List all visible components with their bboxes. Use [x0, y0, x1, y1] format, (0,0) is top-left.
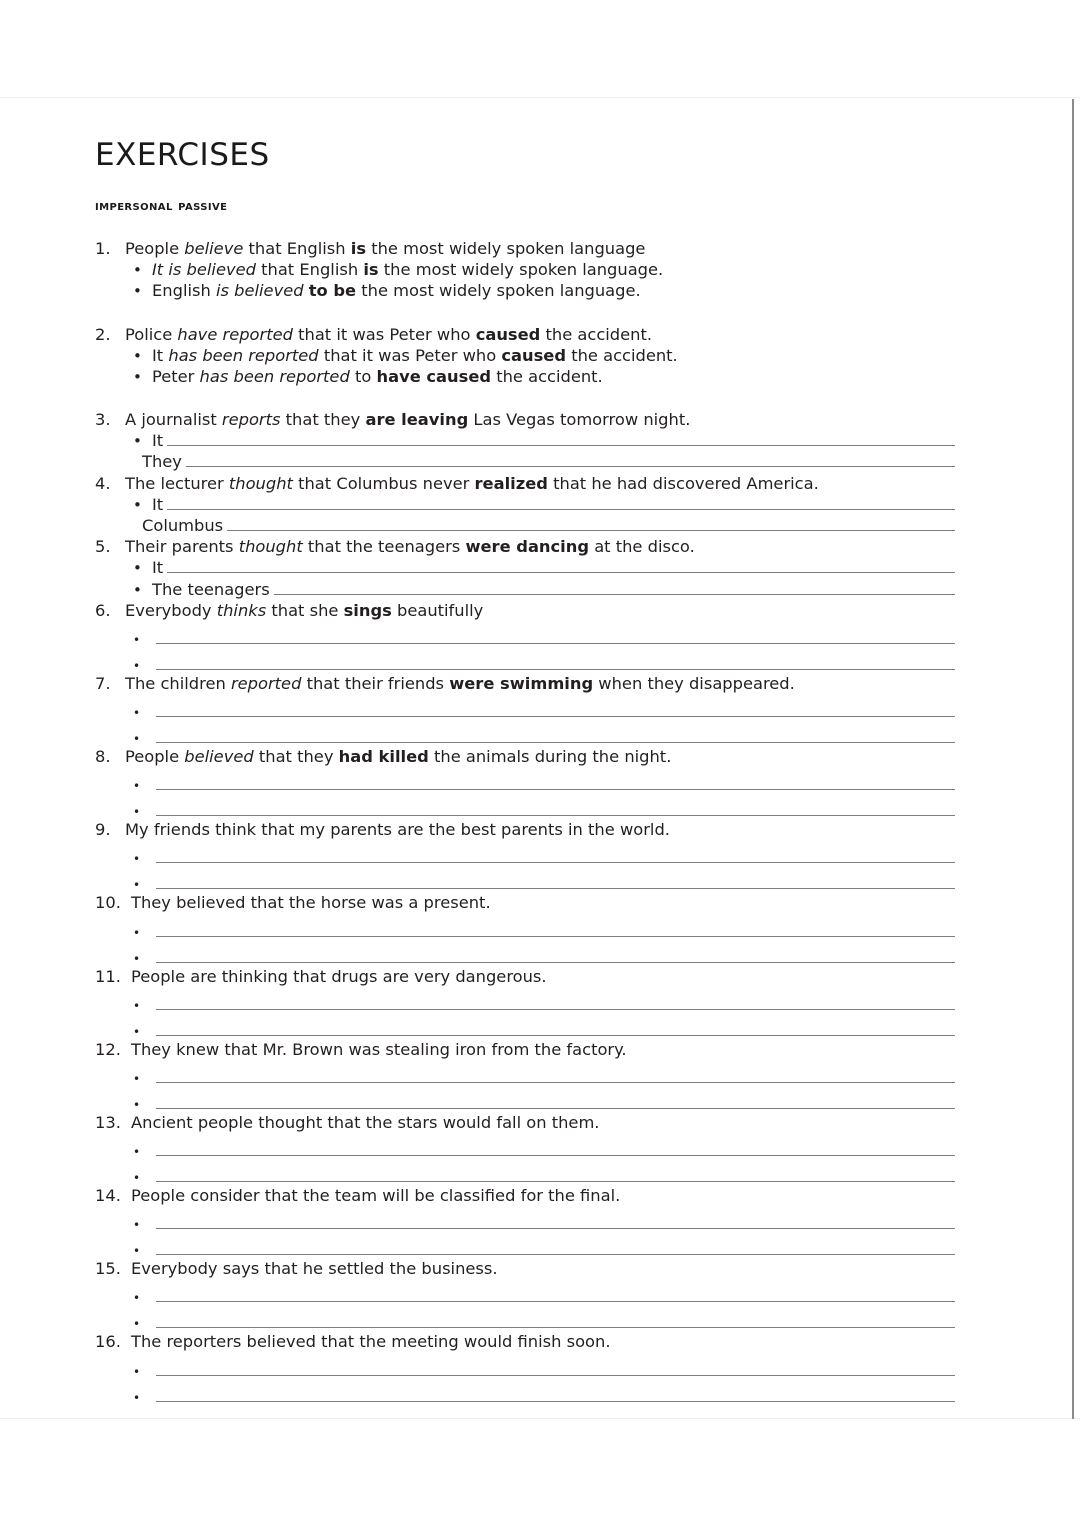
exercise-item: [95, 1039, 955, 1112]
answer-blank-row[interactable]: [95, 634, 955, 647]
bullet-icon: •: [133, 1024, 141, 1039]
answer-blank-row[interactable]: [95, 430, 955, 451]
page-right-edge: [1072, 99, 1074, 1419]
spacer: [95, 694, 955, 707]
exercise-stem: [95, 892, 955, 913]
answer-write-line[interactable]: [156, 1375, 955, 1376]
answer-text: Peter has been reported to have caused the accident.: [152, 366, 603, 386]
answer-blank-row[interactable]: [95, 733, 955, 746]
answer-blank-row[interactable]: [95, 1245, 955, 1258]
exercise-number: 9.: [95, 820, 111, 840]
answer-text: The teenagers: [152, 579, 270, 599]
bullet-icon: •: [133, 1390, 141, 1405]
spacer: [95, 793, 955, 806]
answer-list: [95, 1206, 955, 1258]
answer-list: [95, 621, 955, 673]
answer-blank-row[interactable]: [95, 1000, 955, 1013]
answer-text: It is believed that English is the most widely spoken language.: [152, 260, 664, 280]
bullet-icon: •: [133, 998, 141, 1013]
bullet-icon: •: [133, 346, 142, 365]
exercise-number: 5.: [95, 537, 111, 557]
exercise-item: [95, 238, 955, 302]
answer-write-line[interactable]: [156, 1301, 955, 1302]
page-top-divider: [0, 97, 1080, 98]
exercise-stem-text: People are thinking that drugs are very dangerous.: [131, 966, 547, 986]
answer-list: [95, 345, 955, 387]
bullet-icon: •: [133, 367, 142, 386]
exercise-item: [95, 536, 955, 600]
answer-row: [95, 259, 955, 280]
exercise-number: 16.: [95, 1332, 121, 1352]
answer-text: It: [152, 558, 164, 578]
spacer: [95, 1206, 955, 1219]
exercise-stem: [95, 673, 955, 694]
spacer: [95, 914, 955, 927]
answer-text: It: [152, 431, 164, 451]
exercise-item: [95, 1112, 955, 1185]
exercise-stem-text: The children reported that their friends were swimming when they disappeared.: [125, 673, 795, 693]
exercise-stem: [95, 1331, 955, 1352]
exercise-stem: [95, 746, 955, 767]
exercise-item: [95, 1331, 955, 1404]
exercise-item: [95, 673, 955, 746]
bullet-icon: •: [133, 1218, 141, 1233]
answer-write-line[interactable]: [156, 1181, 955, 1182]
exercise-stem-text: The reporters believed that the meeting would finish soon.: [131, 1332, 611, 1352]
spacer: [95, 1279, 955, 1292]
spacer: [95, 387, 955, 409]
exercise-stem-text: Their parents thought that the teenagers were dancing at the disco.: [125, 537, 695, 557]
document-body: [95, 138, 955, 1405]
answer-write-line[interactable]: [156, 1035, 955, 1036]
answer-write-line[interactable]: [167, 509, 955, 510]
answer-row: [95, 345, 955, 366]
answer-list: [95, 840, 955, 892]
answer-list: [95, 914, 955, 966]
answer-text: It: [152, 494, 164, 514]
exercise-stem-text: They knew that Mr. Brown was stealing iron from the factory.: [131, 1039, 627, 1059]
bullet-icon: •: [133, 282, 142, 301]
exercise-stem: [95, 536, 955, 557]
answer-row: [95, 366, 955, 387]
spacer: [95, 840, 955, 853]
exercise-item: [95, 600, 955, 673]
bullet-icon: •: [133, 852, 141, 867]
exercise-number: 3.: [95, 410, 111, 430]
exercise-stem-text: They believed that the horse was a present.: [131, 893, 491, 913]
answer-blank-row[interactable]: [95, 494, 955, 515]
exercise-stem-text: A journalist reports that they are leaving Las Vegas tomorrow night.: [125, 410, 691, 430]
answer-list: [95, 694, 955, 746]
bullet-icon: •: [133, 732, 141, 747]
answer-blank-row[interactable]: [95, 1366, 955, 1379]
spacer: [95, 866, 955, 879]
exercise-number: 11.: [95, 966, 121, 986]
bullet-icon: •: [133, 779, 141, 794]
answer-list: [95, 987, 955, 1039]
exercise-stem: [95, 1258, 955, 1279]
section-subtitle: impersonal passive: [95, 198, 228, 215]
exercise-number: 1.: [95, 239, 111, 259]
answer-write-line[interactable]: [156, 742, 955, 743]
answer-write-line[interactable]: [156, 1082, 955, 1083]
spacer: [95, 720, 955, 733]
spacer: [95, 1232, 955, 1245]
answer-list: [95, 1133, 955, 1185]
answer-write-line[interactable]: [156, 1401, 955, 1402]
bullet-icon: •: [133, 1364, 141, 1379]
bullet-icon: •: [133, 925, 141, 940]
exercise-item: [95, 1185, 955, 1258]
bullet-icon: •: [133, 1317, 141, 1332]
exercise-item: [95, 409, 955, 473]
answer-text: It has been reported that it was Peter who caused the accident.: [152, 345, 678, 365]
spacer: [95, 1159, 955, 1172]
answer-write-line[interactable]: [156, 716, 955, 717]
answer-write-line[interactable]: [156, 888, 955, 889]
exercise-item: [95, 473, 955, 537]
answer-blank-row[interactable]: [95, 660, 955, 673]
answer-list: [95, 557, 955, 599]
answer-blank-row[interactable]: [95, 1026, 955, 1039]
bullet-icon: •: [133, 632, 141, 647]
bullet-icon: •: [133, 706, 141, 721]
bullet-icon: •: [133, 261, 142, 280]
spacer: [95, 1133, 955, 1146]
answer-text: They: [142, 452, 182, 472]
answer-blank-row[interactable]: [95, 1292, 955, 1305]
exercise-number: 14.: [95, 1186, 121, 1206]
exercise-number: 15.: [95, 1259, 121, 1279]
exercise-item: [95, 892, 955, 965]
spacer: [95, 940, 955, 953]
exercise-item: [95, 966, 955, 1039]
answer-blank-row[interactable]: [95, 953, 955, 966]
answer-write-line[interactable]: [156, 789, 955, 790]
answer-write-line[interactable]: [156, 1228, 955, 1229]
answer-blank-row[interactable]: [95, 557, 955, 578]
answer-blank-row[interactable]: [95, 780, 955, 793]
exercise-stem: [95, 600, 955, 621]
answer-text: Columbus: [142, 515, 224, 535]
exercise-stem: [95, 1039, 955, 1060]
answer-write-line[interactable]: [156, 1254, 955, 1255]
answer-list: [95, 767, 955, 819]
answer-blank-row[interactable]: [95, 1392, 955, 1405]
answer-write-line[interactable]: [156, 1155, 955, 1156]
answer-blank-row[interactable]: [95, 515, 955, 536]
answer-write-line[interactable]: [156, 1327, 955, 1328]
answer-blank-row[interactable]: [95, 1099, 955, 1112]
exercise-item: [95, 324, 955, 388]
exercise-number: 13.: [95, 1112, 121, 1132]
page-title: EXERCISES: [95, 137, 270, 173]
answer-write-line[interactable]: [274, 594, 955, 595]
answer-write-line[interactable]: [156, 643, 955, 644]
answer-blank-row[interactable]: [95, 879, 955, 892]
answer-blank-row[interactable]: [95, 1172, 955, 1185]
spacer: [95, 647, 955, 660]
bullet-icon: •: [133, 1171, 141, 1186]
spacer: [95, 1060, 955, 1073]
answer-write-line[interactable]: [186, 466, 955, 467]
bullet-icon: •: [133, 1097, 141, 1112]
answer-blank-row[interactable]: [95, 579, 955, 600]
answer-write-line[interactable]: [156, 962, 955, 963]
answer-list: [95, 259, 955, 301]
answer-write-line[interactable]: [156, 1009, 955, 1010]
bullet-icon: •: [133, 878, 141, 893]
answer-blank-row[interactable]: [95, 927, 955, 940]
answer-blank-row[interactable]: [95, 806, 955, 819]
bullet-icon: •: [133, 1145, 141, 1160]
spacer: [95, 1086, 955, 1099]
exercise-stem: [95, 473, 955, 494]
answer-list: [95, 430, 955, 472]
bullet-icon: •: [133, 495, 142, 514]
exercise-number: 12.: [95, 1039, 121, 1059]
spacer: [95, 621, 955, 634]
exercise-stem-text: Everybody thinks that she sings beautifully: [125, 600, 484, 620]
bullet-icon: •: [133, 559, 142, 578]
exercise-number: 8.: [95, 747, 111, 767]
bullet-icon: •: [133, 1244, 141, 1259]
spacer: [95, 767, 955, 780]
spacer: [95, 1305, 955, 1318]
exercise-item: [95, 819, 955, 892]
bullet-icon: •: [133, 1291, 141, 1306]
answer-blank-row[interactable]: [95, 853, 955, 866]
answer-blank-row[interactable]: [95, 1219, 955, 1232]
exercise-number: 10.: [95, 893, 121, 913]
answer-text: English is believed to be the most widely spoken language.: [152, 281, 641, 301]
answer-blank-row[interactable]: [95, 1318, 955, 1331]
answer-write-line[interactable]: [167, 572, 955, 573]
exercise-number: 6.: [95, 600, 111, 620]
answer-list: [95, 1060, 955, 1112]
bullet-icon: •: [133, 1071, 141, 1086]
exercise-stem: [95, 819, 955, 840]
exercise-stem-text: Police have reported that it was Peter who caused the accident.: [125, 324, 653, 344]
exercise-number: 4.: [95, 473, 111, 493]
page-bottom-divider: [0, 1418, 1080, 1419]
spacer: [95, 1353, 955, 1366]
spacer: [95, 1379, 955, 1392]
answer-write-line[interactable]: [156, 815, 955, 816]
answer-row: [95, 280, 955, 301]
answer-blank-row[interactable]: [95, 451, 955, 472]
exercise-stem-text: People believe that English is the most widely spoken language: [125, 239, 646, 259]
exercise-stem-text: The lecturer thought that Columbus never realized that he had discovered America.: [125, 473, 819, 493]
answer-write-line[interactable]: [156, 862, 955, 863]
bullet-icon: •: [133, 658, 141, 673]
exercise-stem-text: People believed that they had killed the animals during the night.: [125, 747, 672, 767]
exercise-stem-text: Ancient people thought that the stars would fall on them.: [131, 1112, 600, 1132]
answer-write-line[interactable]: [156, 669, 955, 670]
spacer: [95, 1013, 955, 1026]
exercise-stem: [95, 1185, 955, 1206]
exercise-stem-text: People consider that the team will be classified for the final.: [131, 1186, 621, 1206]
bullet-icon: •: [133, 432, 142, 451]
bullet-icon: •: [133, 805, 141, 820]
answer-write-line[interactable]: [167, 445, 955, 446]
exercise-stem: [95, 966, 955, 987]
exercise-list: [95, 238, 955, 1404]
exercise-item: [95, 746, 955, 819]
answer-write-line[interactable]: [156, 1108, 955, 1109]
answer-list: [95, 494, 955, 536]
answer-blank-row[interactable]: [95, 1146, 955, 1159]
answer-list: [95, 1353, 955, 1405]
exercise-stem-text: Everybody says that he settled the business.: [131, 1259, 498, 1279]
exercise-number: 7.: [95, 673, 111, 693]
bullet-icon: •: [133, 951, 141, 966]
answer-write-line[interactable]: [156, 936, 955, 937]
exercise-number: 2.: [95, 324, 111, 344]
exercise-stem: [95, 238, 955, 259]
spacer: [95, 987, 955, 1000]
answer-list: [95, 1279, 955, 1331]
exercise-stem-text: My friends think that my parents are the best parents in the world.: [125, 820, 670, 840]
exercise-stem: [95, 1112, 955, 1133]
answer-blank-row[interactable]: [95, 707, 955, 720]
exercise-item: [95, 1258, 955, 1331]
bullet-icon: •: [133, 580, 142, 599]
spacer: [95, 302, 955, 324]
exercise-stem: [95, 409, 955, 430]
exercise-stem: [95, 324, 955, 345]
answer-blank-row[interactable]: [95, 1073, 955, 1086]
answer-write-line[interactable]: [227, 530, 955, 531]
